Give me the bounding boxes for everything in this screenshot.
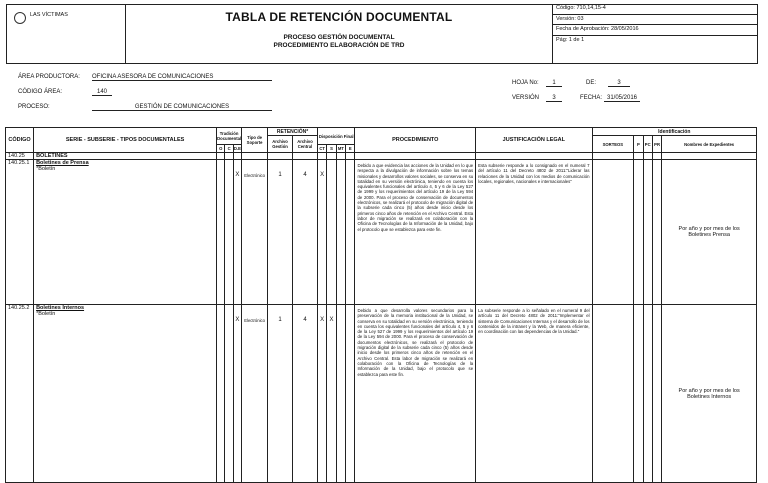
of-value: 3 [608, 80, 630, 87]
code-area-value: 140 [92, 89, 112, 96]
col-archive-central: Archivo Central [293, 136, 318, 153]
procedure-title: PROCEDIMIENTO ELABORACIÓN DE TRD [273, 42, 405, 49]
col-retention: RETENCIÓN* [268, 128, 318, 136]
area-value: OFICINA ASESORA DE COMUNICACIONES [92, 74, 272, 81]
document-meta [552, 4, 758, 64]
mark-s: X [327, 305, 336, 483]
row-doc-type: *Boletín [36, 311, 56, 317]
row-file-names: Por año y por mes de los Boletines Internos [662, 305, 757, 483]
table-row [6, 153, 757, 160]
col-o: O [217, 145, 225, 153]
row-archive-central: 4 [293, 160, 318, 305]
row-archive-mgmt: 1 [268, 305, 293, 483]
row-code: 140.25 [6, 153, 34, 160]
col-file-names: Nombres de Expedientes [662, 136, 757, 153]
date-label: FECHA: [580, 95, 603, 101]
mark-de: X [233, 305, 241, 483]
mark-de: X [233, 160, 241, 305]
col-de: D.E [233, 146, 241, 151]
table-row [6, 160, 757, 305]
col-c: C [225, 145, 233, 153]
title-block [126, 4, 552, 64]
version-label: VERSIÓN [512, 95, 540, 101]
col-identification: Identificación [592, 128, 756, 136]
row-doc-type: *Boletín [36, 166, 56, 172]
logo-text: LAS VÍCTIMAS [30, 12, 68, 18]
version-value: 3 [546, 95, 562, 102]
meta-code: Código: 710,14,15-4 [553, 4, 758, 15]
col-code: CÓDIGO [6, 128, 34, 153]
col-mt: MT [337, 146, 344, 151]
col-procedure: PROCEDIMIENTO [355, 128, 476, 153]
row-code: 140.25.1 [6, 160, 34, 305]
mark-ct: X [317, 305, 326, 483]
meta-version: Versión: 03 [553, 15, 758, 26]
col-pr: PR [652, 136, 661, 153]
row-file-names: Por año y por mes de los Boletines Prensa [662, 160, 757, 305]
document-title: TABLA DE RETENCIÓN DOCUMENTAL [225, 10, 453, 24]
row-archive-mgmt: 1 [268, 160, 293, 305]
row-procedure: Debido a que desarrolla valores secundarios para la preservación de la memoria institucional de la Unidad, se conserva en su totalidad en su versión electrónica, teniendo en cuenta los equivalentes funcionales del artículo 4, 5 y 6 de la Ley 527 de 1999 y los requerimientos del artículo 19 de la Ley 594 de 2000. Para el proceso de conservación de documentos electrónicos, se realizará el protocolo de migración digital de la subserie cada cinco (5) años desde inicio desde los primeros cinco años de retención en el Archivo Central. Esta labor de migración se realizará en colaboración con la Oficina de Tecnologías de la Información de la Unidad, bajo el protocolo que se establezca para este fin. [355, 305, 476, 483]
sheet-value: 1 [546, 80, 562, 87]
mark-ct: X [317, 160, 326, 305]
col-series: SERIE - SUBSERIE - TIPOS DOCUMENTALES [34, 128, 217, 153]
col-disposition: Disposición Final [317, 128, 354, 145]
row-support: Electrónico [242, 160, 268, 305]
row-archive-central: 4 [293, 305, 318, 483]
meta-page: Pág: 1 de 1 [556, 36, 585, 43]
col-archive-mgmt: Archivo Gestión [268, 136, 293, 153]
row-procedure: Debido a que evidencia las acciones de la Unidad en lo que respecta a la divulgación de información sobre los temas misionales y desarrollos valores sociales, se conserva en su totalidad en su versión electrónica, teniendo en cuenta los equivalentes funcionales del artículo 4, 5 y 6 de la Ley 527 de 1999 y los requerimientos del artículo 19 de la Ley 594 de 2000. Para el proceso de conservación de documentos electrónicos, se realizará el protocolo de migración digital de la subserie cada cinco (5) años desde inicio desde los primeros cinco años de retención en el Archivo Central. Esta labor de migración se realizará en colaboración con la Oficina de Tecnologías de la Información de la Unidad, bajo el protocolo que se establezca para este fin. [355, 160, 476, 305]
col-pc: PC [643, 136, 652, 153]
row-justification: Esta subserie responde a lo consignado en el numeral 7 del artículo 11 del Decreto 4802 de 2011:"Liderar las relaciones de la Unidad con los medios de comunicación locales, regionales, nacionales e internacionales" [476, 160, 592, 305]
col-support: Tipo de Soporte [242, 128, 268, 153]
row-subseries: Boletines de Prensa [36, 160, 89, 166]
meta-approval-date: Fecha de Aprobación: 28/05/2016 [553, 25, 758, 36]
row-support: Electrónico [242, 305, 268, 483]
row-subseries: Boletines Internos [36, 305, 85, 311]
row-code: 140.25.2 [6, 305, 34, 483]
seal-icon [14, 12, 26, 24]
area-label: ÁREA PRODUCTORA: [18, 74, 80, 80]
col-sorting: SORTEOS [592, 136, 634, 153]
row-justification: La subserie responde a lo señalado en el numeral 9 del artículo 11 del Decreto 4802 de 2011:"Implementar el sistema de Comunicaciones Internas y el desarrollo de los contenidos de la intranet y la Web, de manera eficiente, en coordinación con las dependencias de la Unidad." [476, 305, 592, 483]
of-label: DE: [586, 80, 597, 86]
logo [6, 4, 126, 64]
row-series: BOLETINES [34, 153, 217, 160]
retention-table [5, 127, 757, 483]
col-p: P [634, 136, 643, 153]
table-row [6, 305, 757, 483]
col-e: E [346, 145, 355, 153]
process-label: PROCESO: [18, 104, 50, 110]
process-value: GESTIÓN DE COMUNICACIONES [92, 104, 272, 111]
process-title: PROCESO GESTIÓN DOCUMENTAL [283, 34, 395, 41]
code-area-label: CÓDIGO ÁREA: [18, 89, 63, 95]
col-s: S [327, 145, 336, 153]
col-justification: JUSTIFICACIÓN LEGAL [476, 128, 592, 153]
col-tradition: Tradición Documental [217, 128, 242, 145]
col-ct: CT [319, 146, 325, 151]
date-value: 31/05/2016 [604, 95, 640, 102]
sheet-label: HOJA No: [512, 80, 539, 86]
